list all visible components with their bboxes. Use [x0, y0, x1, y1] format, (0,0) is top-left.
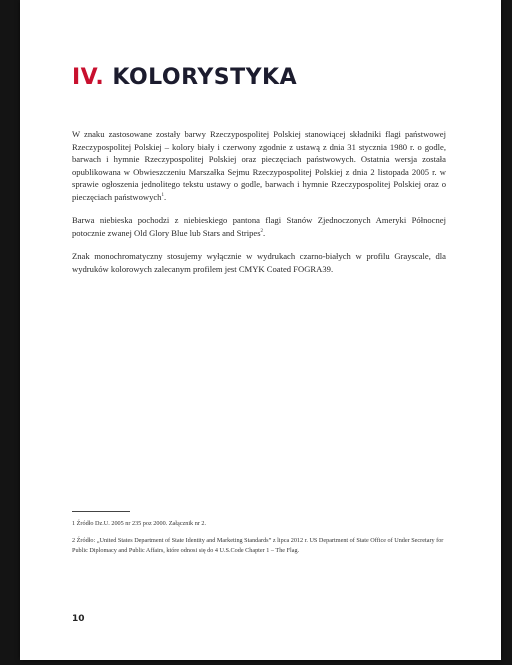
footnote-ref-2: 2 — [260, 228, 264, 234]
footnote-2: 2 Źródło: „United States Department of State Identity and Marketing Standards” z lipca 2012 r. US Department of State Office of Under Secretary for Public Diplomacy and Public Affairs, które odnosi się do 4 U.S.Code Chapter 1 – The Flag. — [72, 537, 444, 554]
footnotes — [72, 519, 452, 563]
paragraph-1-text: W znaku zastosowane zostały barwy Rzeczypospolitej Polskiej stanowiącej składniki flagi państwowej Rzeczypospolitej Polskiej – kolory biały i czerwony zgodnie z ustawą z dnia 31 stycznia 1980 r. o godle, barwach i hymnie Rzeczypospolitej Polskiej oraz pieczęciach państwowych. Ostatnia wersja została opublikowana w Obwieszczeniu Marszałka Sejmu Rzeczypospolitej Polskiej z dnia 2 listopada 2005 r. w sprawie ogłoszenia jednolitego tekstu ustawy o godle, barwach i hymnie Rzeczypospolitej Polskiej oraz o pieczęciach państwowych — [72, 129, 446, 202]
section-heading — [72, 64, 297, 92]
paragraph-2-text: Barwa niebieska pochodzi z niebieskiego pantona flagi Stanów Zjednoczonych Ameryki Północnej potocznie zwanej Old Glory Blue lub Stars and Stripes — [72, 215, 446, 238]
section-title: KOLORYSTYKA — [112, 65, 298, 90]
paragraph-1-end: . — [163, 191, 167, 202]
page-number: 10 — [72, 614, 85, 624]
footnote-divider — [72, 511, 130, 512]
footnote-1: 1 Źródło Dz.U. 2005 nr 235 poz 2000. Załącznik nr 2. — [72, 520, 207, 527]
paragraph-colors-origin — [72, 128, 446, 203]
footnote-ref-1: 1 — [161, 192, 164, 198]
body-text — [72, 128, 446, 286]
document-page — [20, 0, 501, 660]
paragraph-2-end: . — [263, 227, 266, 238]
paragraph-monochrome: Znak monochromatyczny stosujemy wyłącznie w wydrukach czarno-białych w profilu Grayscale, dla wydruków kolorowych zalecanym profilem jest CMYK Coated FOGRA39. — [72, 251, 446, 274]
section-numeral: IV. — [72, 65, 105, 90]
paragraph-blue-origin — [72, 214, 446, 239]
